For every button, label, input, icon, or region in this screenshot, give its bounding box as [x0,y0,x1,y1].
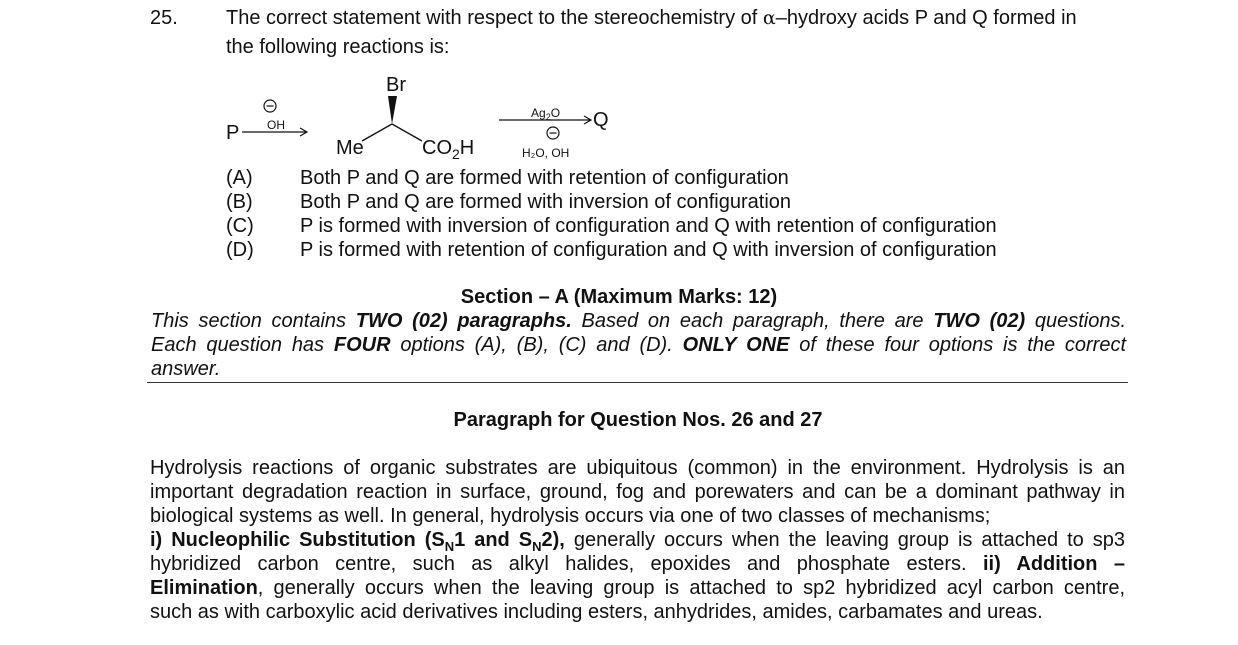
bromine-label: Br [386,74,406,96]
scheme-p-label: P [226,122,240,144]
option-text: P is formed with retention of configuration and Q with inversion of configuration [300,239,997,261]
option-label: (A) [226,167,253,189]
question-text [226,6,1077,30]
question-text-line2: the following reactions is: [226,36,450,58]
question-text-post: hydroxy acids P and Q formed in [786,7,1077,29]
reagent1-label: OH [267,118,285,132]
bond-left [362,124,392,141]
methyl-label: Me [336,137,364,159]
carboxyl-label: $CO_2H$ [422,137,475,162]
paragraph-title: Paragraph for Question Nos. 26 and 27 [453,409,823,431]
section-divider [147,382,1128,383]
section-title: Section – A (Maximum Marks: 12) [460,286,778,308]
reaction-scheme [220,70,640,166]
option-text: P is formed with inversion of configuration and Q with retention of configuration [300,215,997,237]
wedge-bond [388,96,397,124]
option-text: Both P and Q are formed with retention of configuration [300,167,789,189]
option-label: (D) [226,239,254,261]
section-instructions: This section contains TWO (02) paragraphs. Based on each paragraph, there are TWO (02) questions. Each question has FOUR options (A), (B), (C) and (D). ONLY ONE of these four options is the correct answer. [151,310,1127,380]
paragraph-body-2: i) Nucleophilic Substitution ($S_N1$ and $S_N2$), generally occurs when the leaving group is attached to sp3 hybridized carbon centre, such as alkyl halides, epoxides and phosphate esters. ii) Addition – Elimination, generally occurs when the leaving group is attached to sp2 hybridized acyl carbon centre, such as with carboxylic acid derivatives including esters, anhydrides, amides, carbamates and ureas. [150,529,1125,623]
option-text: Both P and Q are formed with inversion of configuration [300,191,792,213]
question-text-pre: The correct statement with respect to the stereochemistry of [226,7,758,29]
question-number: 25. [150,7,178,29]
paragraph-body-1: Hydrolysis reactions of organic substrates are ubiquitous (common) in the environment. Hydrolysis is an important degradation reaction in surface, ground, fog and porewaters and can be a dominant pathway in biological systems as well. In general, hydrolysis occurs via one of two classes of mechanisms; [150,457,1125,527]
reagent2-conditions: H₂O, OH [522,146,570,160]
option-label: (C) [226,215,254,237]
scheme-q-label: Q [593,109,609,131]
reagent2-label: $Ag_2O$ [531,106,561,122]
bond-right [392,124,422,141]
alpha-symbol: α [762,7,776,29]
option-label: (B) [226,191,253,213]
dash-symbol: – [775,7,787,29]
